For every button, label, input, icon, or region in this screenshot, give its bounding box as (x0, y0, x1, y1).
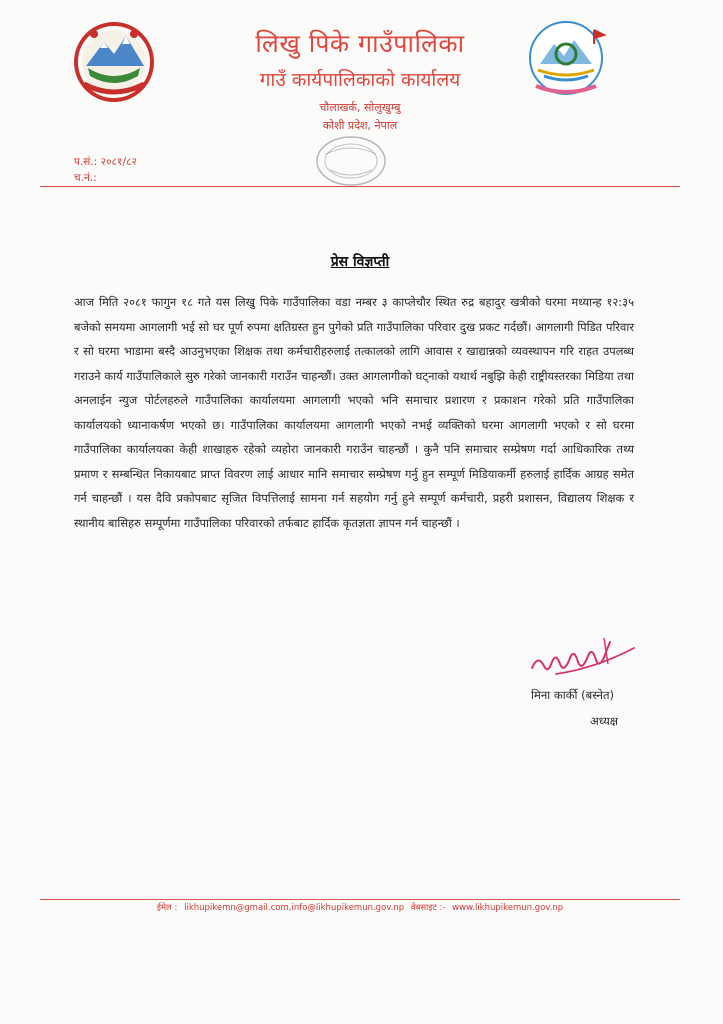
signer-name: मिना कार्की (बस्नेत) (531, 688, 615, 702)
website-link[interactable]: www.likhupikemun.gov.np (452, 903, 564, 913)
address-line-1: चौलाखर्क, सोलुखुम्बु (319, 101, 401, 114)
letter-number: प.सं.: २०८१/८२ (74, 156, 137, 168)
nepal-emblem-icon (64, 14, 164, 104)
email-addresses[interactable]: likhupikemn@gmail.com,info@likhupikemun.gov.np (184, 903, 405, 913)
header-divider (40, 186, 680, 187)
municipality-logo-icon (516, 14, 616, 104)
address-line-2: कोशी प्रदेश, नेपाल (322, 119, 398, 132)
signer-title: अध्यक्ष (590, 714, 619, 728)
municipality-name: लिखु पिके गाउँपालिका (255, 29, 465, 58)
footer-divider (40, 899, 680, 900)
office-stamp-icon (312, 132, 390, 190)
press-release-body: आज मिति २०८१ फागुन १८ गते यस लिखु पिके गाउँपालिका वडा नम्बर ३ काप्लेचौर स्थित रुद्र बहादुर खत्रीको घरमा मध्यान्ह १२:३५ बजेको समयमा आगलागी भई सो घर पूर्ण रुपमा क्षतिग्रस्त हुन पुगेको प्रति गाउँपालिका परिवार दुख प्रकट गर्दछौं। आगलागी पिडित परिवार र सो घरमा भाडामा बस्दै आउनुभएका शिक्षक तथा कर्मचारीहरुलाई तत्कालको लागि आवास र खाद्यान्नको व्यवस्थापन गरि राहत उपलब्ध गराउने कार्य गाउँपालिकाले सुरु गरेको जानकारी गराउँन चाहन्छौं। उक्त आगलागीको घट्नाको यथार्थ नबुझि केही राष्ट्रीयस्तरका मिडिया तथा अनलाईन न्युज पोर्टलहरुले गाउँपालिका कार्यालयमा आगलागी भएको भनि समाचार प्रशारण र प्रकाशन गरेको प्रति गाउँपालिका कार्यालयको ध्यानाकर्षण भएको छ। गाउँपालिका कार्यालयमा आगलागी भएको नभई व्यक्तिको घरमा आगलागी भएको र सो घरमा गाउँपालिका कार्यालयका केही शाखाहरु रहेको व्यहोरा जानकारी गराउँन चाहन्छौं । कुनै पनि समाचार सम्प्रेषण गर्दा आधिकारिक तथ्य प्रमाण र सम्बन्धित निकायबाट प्राप्त विवरण लाई आधार मानि समाचार सम्प्रेषण गर्नु हुन सम्पूर्ण मिडियाकर्मी हरुलाई हार्दिक आग्रह समेत गर्न चाहन्छौं । यस दैवि प्रकोपबाट सृजित विपत्तिलाई सामना गर्न सहयोग गर्नु हुने सम्पूर्ण कर्मचारी, प्रहरी प्रशासन, विद्यालय शिक्षक र स्थानीय बासिहरु सम्पूर्णमा गाउँपालिका परिवारको तर्फबाट हार्दिक कृतज्ञता ज्ञापन गर्न चाहन्छौं । (74, 295, 634, 530)
reference-numbers (74, 154, 137, 186)
footer-contact (40, 902, 680, 913)
office-name: गाउँ कार्यपालिकाको कार्यालय (259, 69, 461, 91)
dispatch-number: च.नं.: (74, 172, 97, 184)
website-label: वेबसाइट :- (410, 903, 446, 913)
email-label: ईमेल : (156, 903, 178, 913)
handwritten-signature-icon (526, 634, 638, 682)
document-heading: प्रेस विज्ञप्ती (330, 254, 390, 270)
